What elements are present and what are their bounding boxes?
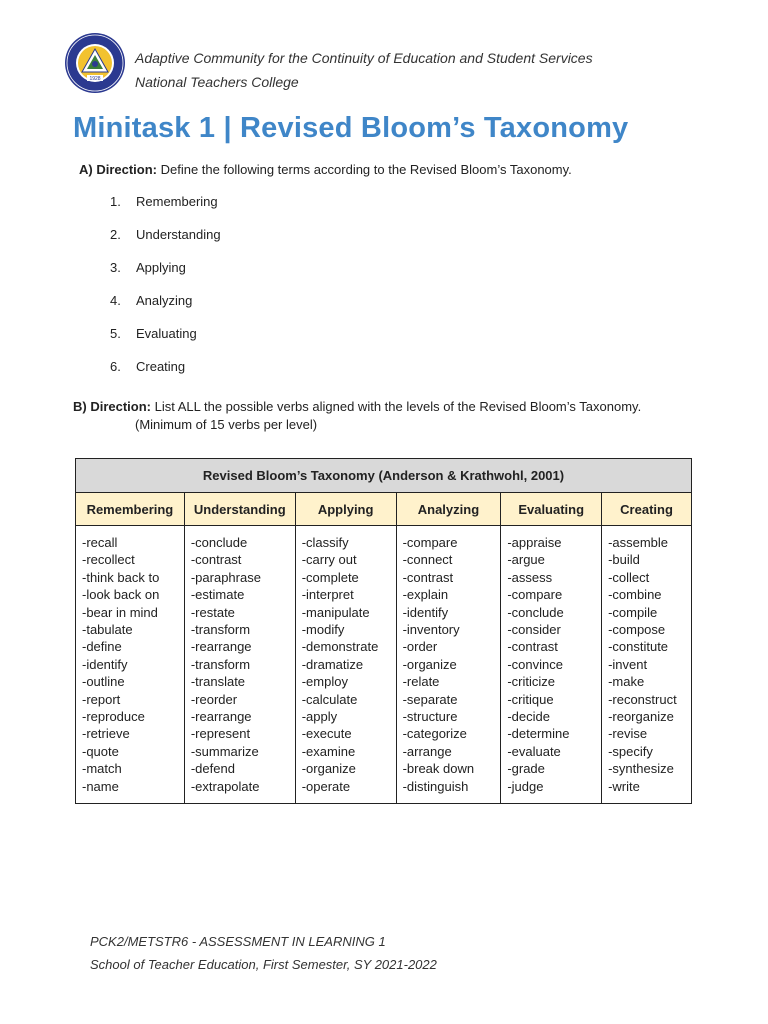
- verb-item: -think back to: [82, 569, 160, 585]
- verb-item: -structure: [402, 709, 458, 725]
- verb-item: -build: [608, 552, 640, 568]
- seal-year: 1928: [89, 76, 101, 82]
- verb-item: -categorize: [402, 726, 467, 742]
- verb-item: -critique: [507, 691, 554, 707]
- verb-item: -contrast: [190, 552, 242, 568]
- column-header-understanding: Understanding: [184, 493, 295, 526]
- verb-item: -report: [82, 691, 121, 707]
- verb-item: -translate: [190, 674, 246, 690]
- verb-item: -reconstruct: [608, 691, 677, 707]
- verb-item: -carry out: [301, 552, 357, 568]
- verb-item: -name: [82, 778, 119, 794]
- verb-item: -examine: [301, 743, 356, 759]
- verb-item: -quote: [82, 743, 119, 759]
- verb-item: -operate: [301, 778, 351, 794]
- verb-item: -assemble: [608, 535, 669, 550]
- verb-item: -represent: [190, 726, 251, 742]
- verbs-cell-applying: [295, 526, 396, 804]
- verb-item: -dramatize: [301, 656, 364, 672]
- verb-item: -estimate: [190, 587, 245, 603]
- verb-item: -rearrange: [190, 639, 252, 655]
- verb-item: -apply: [301, 709, 338, 725]
- verb-item: -order: [402, 639, 438, 655]
- verb-item: -transform: [190, 656, 251, 672]
- verb-item: -restate: [190, 604, 235, 620]
- verb-item: -match: [82, 761, 122, 777]
- verb-item: -rearrange: [190, 709, 252, 725]
- college-seal-logo: [64, 32, 126, 94]
- verb-item: -paraphrase: [190, 569, 261, 585]
- verb-item: -explain: [402, 587, 449, 603]
- list-item: 6. Creating: [110, 359, 186, 374]
- verb-item: -collect: [608, 569, 650, 585]
- verb-item: -reorganize: [608, 709, 674, 725]
- verb-item: -write: [608, 778, 640, 794]
- footer-school: School of Teacher Education, First Semester, SY 2021-2022: [90, 957, 437, 972]
- table-caption: Revised Bloom’s Taxonomy (Anderson & Krathwohl, 2001): [76, 459, 692, 493]
- verb-item: -interpret: [301, 587, 354, 603]
- institution-header: [135, 46, 593, 94]
- verb-item: -make: [608, 674, 645, 690]
- verb-item: -bear in mind: [82, 604, 158, 620]
- direction-b-text: List ALL the possible verbs aligned with the levels of the Revised Bloom’s Taxonomy.: [151, 399, 642, 414]
- verb-item: -tabulate: [82, 622, 133, 638]
- verb-item: -classify: [301, 535, 349, 550]
- verb-item: -determine: [507, 726, 570, 742]
- verb-item: -summarize: [190, 743, 259, 759]
- verb-item: -organize: [402, 656, 457, 672]
- verb-item: -invent: [608, 656, 648, 672]
- list-item: 3. Applying: [110, 260, 186, 275]
- verb-item: -grade: [507, 761, 545, 777]
- list-item: 4. Analyzing: [110, 293, 193, 308]
- column-header-analyzing: Analyzing: [396, 493, 501, 526]
- verb-item: -extrapolate: [190, 778, 260, 794]
- verb-item: -judge: [507, 778, 544, 794]
- verb-item: -assess: [507, 569, 553, 585]
- verb-item: -compare: [402, 535, 458, 550]
- verb-item: -decide: [507, 709, 550, 725]
- verb-item: -evaluate: [507, 743, 561, 759]
- bloom-verbs-table: [75, 458, 692, 804]
- verb-item: -recall: [82, 535, 118, 550]
- verbs-cell-creating: [602, 526, 692, 804]
- verb-item: -employ: [301, 674, 348, 690]
- footer-course: PCK2/METSTR6 - ASSESSMENT IN LEARNING 1: [90, 934, 386, 949]
- verb-item: -transform: [190, 622, 251, 638]
- verb-item: -separate: [402, 691, 458, 707]
- verbs-cell-understanding: [184, 526, 295, 804]
- column-header-remembering: Remembering: [76, 493, 185, 526]
- verb-item: -argue: [507, 552, 545, 568]
- verb-item: -combine: [608, 587, 662, 603]
- verb-item: -define: [82, 639, 122, 655]
- direction-b-subtext: (Minimum of 15 verbs per level): [135, 417, 318, 432]
- verb-item: -connect: [402, 552, 453, 568]
- verb-item: -retrieve: [82, 726, 130, 742]
- verb-item: -break down: [402, 761, 475, 777]
- verb-item: -compile: [608, 604, 658, 620]
- verb-item: -look back on: [82, 587, 160, 603]
- verb-item: -relate: [402, 674, 440, 690]
- verb-item: -recollect: [82, 552, 135, 568]
- verb-item: -constitute: [608, 639, 669, 655]
- terms-list: [110, 188, 221, 386]
- verb-item: -inventory: [402, 622, 460, 638]
- direction-a-text: Define the following terms according to the Revised Bloom’s Taxonomy.: [157, 162, 572, 177]
- header-line-2: National Teachers College: [135, 74, 299, 90]
- verb-item: -compare: [507, 587, 563, 603]
- list-item: 5. Evaluating: [110, 326, 197, 341]
- verbs-cell-evaluating: [501, 526, 602, 804]
- direction-a: [79, 162, 572, 177]
- verb-item: -defend: [190, 761, 235, 777]
- page-title: Minitask 1 | Revised Bloom’s Taxonomy: [73, 112, 629, 144]
- column-header-creating: Creating: [602, 493, 692, 526]
- list-item: 1. Remembering: [110, 194, 218, 209]
- verb-item: -revise: [608, 726, 648, 742]
- verb-item: -reorder: [190, 691, 238, 707]
- verb-item: -convince: [507, 656, 563, 672]
- verbs-cell-analyzing: [396, 526, 501, 804]
- verb-item: -contrast: [402, 569, 454, 585]
- verb-item: -outline: [82, 674, 125, 690]
- column-header-evaluating: Evaluating: [501, 493, 602, 526]
- verb-item: -specify: [608, 743, 653, 759]
- verb-item: -modify: [301, 622, 345, 638]
- verb-item: -identify: [82, 656, 128, 672]
- verb-item: -identify: [402, 604, 449, 620]
- verb-item: -distinguish: [402, 778, 469, 794]
- verb-item: -execute: [301, 726, 352, 742]
- column-header-applying: Applying: [295, 493, 396, 526]
- verb-item: -appraise: [507, 535, 562, 550]
- verb-item: -criticize: [507, 674, 555, 690]
- verb-item: -compose: [608, 622, 666, 638]
- verb-item: -consider: [507, 622, 561, 638]
- direction-b-label: B) Direction:: [73, 399, 151, 414]
- verb-item: -arrange: [402, 743, 452, 759]
- footer: [90, 930, 437, 976]
- verb-item: -reproduce: [82, 709, 145, 725]
- verb-item: -contrast: [507, 639, 558, 655]
- verb-item: -conclude: [190, 535, 248, 550]
- verb-item: -calculate: [301, 691, 358, 707]
- direction-a-label: A) Direction:: [79, 162, 157, 177]
- table-row: [76, 526, 692, 804]
- header-line-1: Adaptive Community for the Continuity of Education and Student Services: [135, 50, 593, 66]
- verb-item: -synthesize: [608, 761, 674, 777]
- list-item: 2. Understanding: [110, 227, 221, 242]
- verb-item: -conclude: [507, 604, 564, 620]
- verb-item: -organize: [301, 761, 356, 777]
- verb-item: -complete: [301, 569, 359, 585]
- verb-item: -manipulate: [301, 604, 370, 620]
- verb-item: -demonstrate: [301, 639, 379, 655]
- direction-b: [73, 398, 641, 434]
- verbs-cell-remembering: [76, 526, 185, 804]
